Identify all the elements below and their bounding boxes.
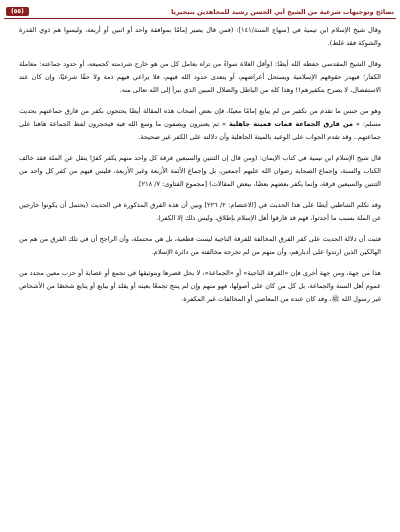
paragraph — [19, 24, 381, 50]
text-run: قال شيخ الإسلام ابن تيمية في كتاب الإيمان: (ومن قال إن الثنتين والسبعين فرقة كل واحد منهم يكفر كفرًا ينقل عن الملة فقد خالف الكتاب والسنة، وإجماع الصحابة رضوان الله عليهم أجمعين، بل وإجماع الأئمة الأربعة وغير الأربعة، فليس فيهم من كفر كل واحد من الثنتين والسبعين فرقة، وإنما يكفر بعضهم بعضًا، ببعض المقالات) [مجموع الفتاوى: ٧/ ٢١٨]. — [19, 153, 381, 188]
header-title: نصائح وتوجيهات شرعية من الشيخ أبي الحسن رشيد للمجاهدين بنيجيريا — [171, 7, 394, 16]
paragraph — [19, 199, 381, 225]
paragraph — [19, 105, 381, 144]
document-body — [19, 24, 381, 526]
page-header — [4, 5, 396, 19]
page-number-badge: (٥٥) — [6, 7, 29, 16]
paragraph — [19, 267, 381, 306]
text-run: وهو من جنس ما تقدم من تكفير من لم يبايع إمامًا معينًا، فإن بعض أصحاب هذه المقالة أيضًا يحتجون بكفر من فارق جماعتهم بحديث مسلم: « — [19, 106, 381, 128]
text-run: وقال الشيخ المقدسي حفظه الله أيضًا: (وأقل الغلاة سواءً من تراه يعامل كل من هو خارج شرذمته كجميعه، أو حدود جماعته: معاملة الكفار؛ فيهدر حقوقهم الإسلامية ويستحل أعراضهم، أو يتعدى حدود الله فيهم، فلا يراعي فيهم ذمة ولا حقًا شرعيًا، وإن كان عند الاستفصال، لا يصرح بتكفيرهم!! وهذا كله من الباطل والضلال المبين الذي نبرأ إلى الله تعالى منه. — [19, 60, 381, 94]
paragraph — [19, 233, 381, 259]
paragraph — [19, 152, 381, 191]
hadith-quote: من فارق الجماعة فمات فميتة جاهلية — [229, 119, 353, 128]
text-run: وقال شيخ الإسلام ابن تيمية في [منهاج السنة/١٤١]: (فمن قال يصير إمامًا بموافقة واحد أو اثنين أو أربعة، وليسوا هم ذوي القدرة والشوكة فقد غلط). — [19, 26, 381, 47]
paragraph — [19, 58, 381, 97]
text-run: » ثم يعتبرون ويصفون ما وسع الله فيه فيحجرون لفظ الجماعة هاهنا على جماعتهم.. وقد تقدم الجواب على الوعيد بالميتة الجاهلية وأن دلالته على الكفر غير صحيحة. — [19, 119, 381, 141]
text-run: فثبت أن دلالة الحديث على كفر الفرق المخالفة للفرقة الناجية ليست قطعية، بل هي محتملة، وأن الراجح أن في تلك الفرق من هم من الهالكين الذين ارتدوا على أدبارهم، وأن منهم من لم تخرجه مخالفته من دائرة الإسلام. — [19, 234, 381, 256]
text-run: وقد تكلم الشاطبي أيضًا على هذا الحديث في [الاعتصام: ٢/ ٢٢٦] وبين أن هذه الفرق المذكورة في الحديث (يحتمل أن يكونوا خارجين عن الملة بسبب ما أحدثوا، فهم قد فارقوا أهل الإسلام بإطلاق، وليس ذلك إلا الكفر). — [19, 200, 381, 222]
text-run: هذا من جهة، ومن جهة أخرى فإن «الفرقة الناجية» أو «الجماعة»، لا يحل قصرها وبتوثيقها في تجمع أو عصابة أو حزب معين محدد من عموم أهل السنة والجماعة، بل كل من كان على أصولها، فهو منهم وإن لم ينتج تجمعًا بعينه أو يقلد أو يبايع أو يتابع شخصًا من الأشخاص غير رسول الله ﷺ، وقد كان عنده من المعاصي أو المخالفات غير المكفرة. — [19, 268, 381, 303]
